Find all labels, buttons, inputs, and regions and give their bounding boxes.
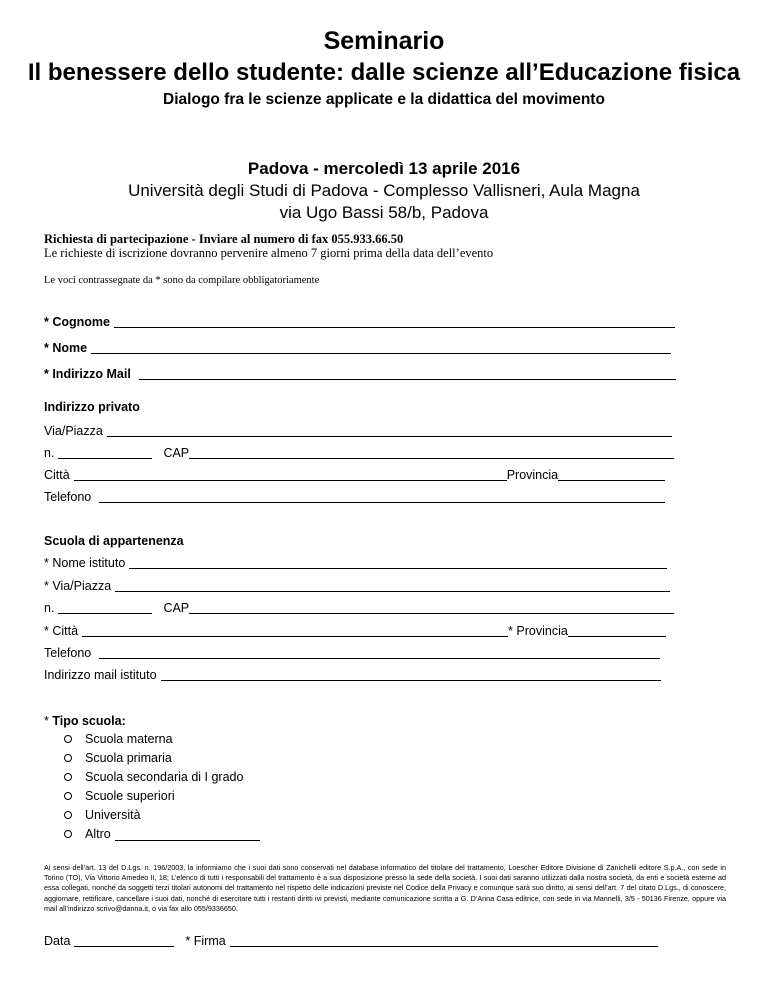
cognome-field[interactable] xyxy=(44,312,675,330)
school-mail-label: Indirizzo mail istituto xyxy=(44,668,157,682)
school-telefono-field[interactable] xyxy=(44,643,660,661)
private-n-cap-field[interactable] xyxy=(44,443,674,461)
school-provincia-label: * Provincia xyxy=(508,624,568,638)
school-type-heading xyxy=(44,710,126,728)
private-via-label: Via/Piazza xyxy=(44,424,103,438)
option-label: Scuola primaria xyxy=(85,751,172,765)
school-provincia-input-line[interactable] xyxy=(568,623,666,637)
private-n-label: n. xyxy=(44,446,55,460)
school-telefono-input-line[interactable] xyxy=(99,645,660,659)
school-type-label: Tipo scuola: xyxy=(52,714,126,728)
nome-label: * Nome xyxy=(44,341,88,355)
school-citta-field[interactable] xyxy=(44,621,666,639)
school-type-option[interactable] xyxy=(64,806,141,824)
private-address-heading: Indirizzo privato xyxy=(44,400,140,414)
option-label: Scuola secondaria di I grado xyxy=(85,770,244,784)
school-mail-input-line[interactable] xyxy=(161,667,661,681)
radio-circle-icon[interactable] xyxy=(64,830,72,838)
event-date: Padova - mercoledì 13 aprile 2016 xyxy=(247,159,521,178)
request-title: Richiesta di partecipazione - Inviare al numero di fax 055.933.66.50 xyxy=(44,232,404,246)
radio-circle-icon[interactable] xyxy=(64,754,72,762)
cognome-label: * Cognome xyxy=(44,315,110,329)
nome-field[interactable] xyxy=(44,338,671,356)
private-via-field[interactable] xyxy=(44,421,672,439)
school-n-input-line[interactable] xyxy=(58,600,152,614)
option-label: Altro xyxy=(85,827,111,841)
school-type-option[interactable] xyxy=(64,730,173,748)
school-citta-label: * Città xyxy=(44,624,79,638)
private-telefono-input-line[interactable] xyxy=(99,489,665,503)
seminar-subtitle: Dialogo fra le scienze applicate e la didattica del movimento xyxy=(163,91,605,108)
radio-circle-icon[interactable] xyxy=(64,773,72,781)
radio-circle-icon[interactable] xyxy=(64,811,72,819)
school-via-input-line[interactable] xyxy=(115,578,670,592)
private-cap-label: CAP xyxy=(163,446,190,460)
signature-row[interactable] xyxy=(44,931,658,949)
event-address: via Ugo Bassi 58/b, Padova xyxy=(279,203,489,222)
private-citta-field[interactable] xyxy=(44,465,665,483)
event-place: Università degli Studi di Padova - Complesso Vallisneri, Aula Magna xyxy=(128,181,640,200)
seminar-label: Seminario xyxy=(323,27,445,55)
school-cap-label: CAP xyxy=(163,601,190,615)
school-via-field[interactable] xyxy=(44,576,670,594)
school-type-option[interactable] xyxy=(64,749,172,767)
cognome-input-line[interactable] xyxy=(114,314,675,328)
option-label: Università xyxy=(85,808,141,822)
private-provincia-input-line[interactable] xyxy=(558,467,665,481)
school-type-option[interactable] xyxy=(64,768,243,786)
mail-label: * Indirizzo Mail xyxy=(44,367,131,381)
school-n-label: n. xyxy=(44,601,55,615)
private-telefono-label: Telefono xyxy=(44,490,92,504)
option-label: Scuole superiori xyxy=(85,789,175,803)
private-n-input-line[interactable] xyxy=(58,445,152,459)
mail-field[interactable] xyxy=(44,364,676,382)
private-citta-input-line[interactable] xyxy=(74,467,507,481)
required-asterisk: * xyxy=(44,714,53,728)
other-input-line[interactable] xyxy=(115,827,260,841)
school-name-field[interactable] xyxy=(44,553,667,571)
data-label: Data xyxy=(44,934,71,948)
school-citta-input-line[interactable] xyxy=(82,623,508,637)
privacy-notice: Ai sensi dell’art. 13 del D.Lgs. n. 196/2003, la informiamo che i suoi dati sono conservati nel database informatico del titolare del trattamento, Loescher Editore Divisione di Zanichelli editore S.p.A., con sede in Torino (TO), Via Vittorio Amedeo II, 18; L’elenco di tutti i responsabili del trattamento è a sua disposizione presso la sede della società. I suoi dati saranno utilizzati dalla nostra società, da enti e società esterne ad essa collegati, nonché da soggetti terzi titolari autonomi del trattamento nel rispetto delle indicazioni previste nel Codice della Privacy e comunque sarà suo diritto, ai sensi dell’art. 7 del citato D.Lgs., di conoscere, aggiornare, rettificare, cancellare i suoi dati, nonché di esercitare tutti i restanti diritti ivi previsti, mediante comunicazione scritta a G. D’Anna Casa editrice, con sede in via Mannelli, 3/5 - 50136 Firenze, oppure via mail all’indirizzo scrivo@danna.it, o via fax allo 055/9336650. xyxy=(44,863,726,913)
school-cap-input-line[interactable] xyxy=(189,600,674,614)
school-heading: Scuola di appartenenza xyxy=(44,534,184,548)
option-label: Scuola materna xyxy=(85,732,173,746)
mail-input-line[interactable] xyxy=(139,366,676,380)
request-note: Le richieste di iscrizione dovranno pervenire almeno 7 giorni prima della data dell’evento xyxy=(44,246,494,260)
private-citta-label: Città xyxy=(44,468,70,482)
data-input-line[interactable] xyxy=(74,933,174,947)
school-n-cap-field[interactable] xyxy=(44,598,674,616)
school-type-option[interactable] xyxy=(64,787,175,805)
radio-circle-icon[interactable] xyxy=(64,792,72,800)
nome-input-line[interactable] xyxy=(91,340,671,354)
private-via-input-line[interactable] xyxy=(107,423,672,437)
private-telefono-field[interactable] xyxy=(44,487,665,505)
school-mail-field[interactable] xyxy=(44,665,661,683)
school-name-label: * Nome istituto xyxy=(44,556,126,570)
mandatory-note: Le voci contrassegnate da * sono da compilare obbligatoriamente xyxy=(44,275,320,286)
private-provincia-label: Provincia xyxy=(506,468,559,482)
school-name-input-line[interactable] xyxy=(129,555,667,569)
firma-input-line[interactable] xyxy=(230,933,658,947)
firma-label: * Firma xyxy=(185,934,226,948)
school-telefono-label: Telefono xyxy=(44,646,92,660)
school-type-option-other[interactable] xyxy=(64,825,260,843)
radio-circle-icon[interactable] xyxy=(64,735,72,743)
seminar-title: Il benessere dello studente: dalle scienze all’Educazione fisica xyxy=(27,59,741,86)
private-cap-input-line[interactable] xyxy=(189,445,674,459)
school-via-label: * Via/Piazza xyxy=(44,579,112,593)
